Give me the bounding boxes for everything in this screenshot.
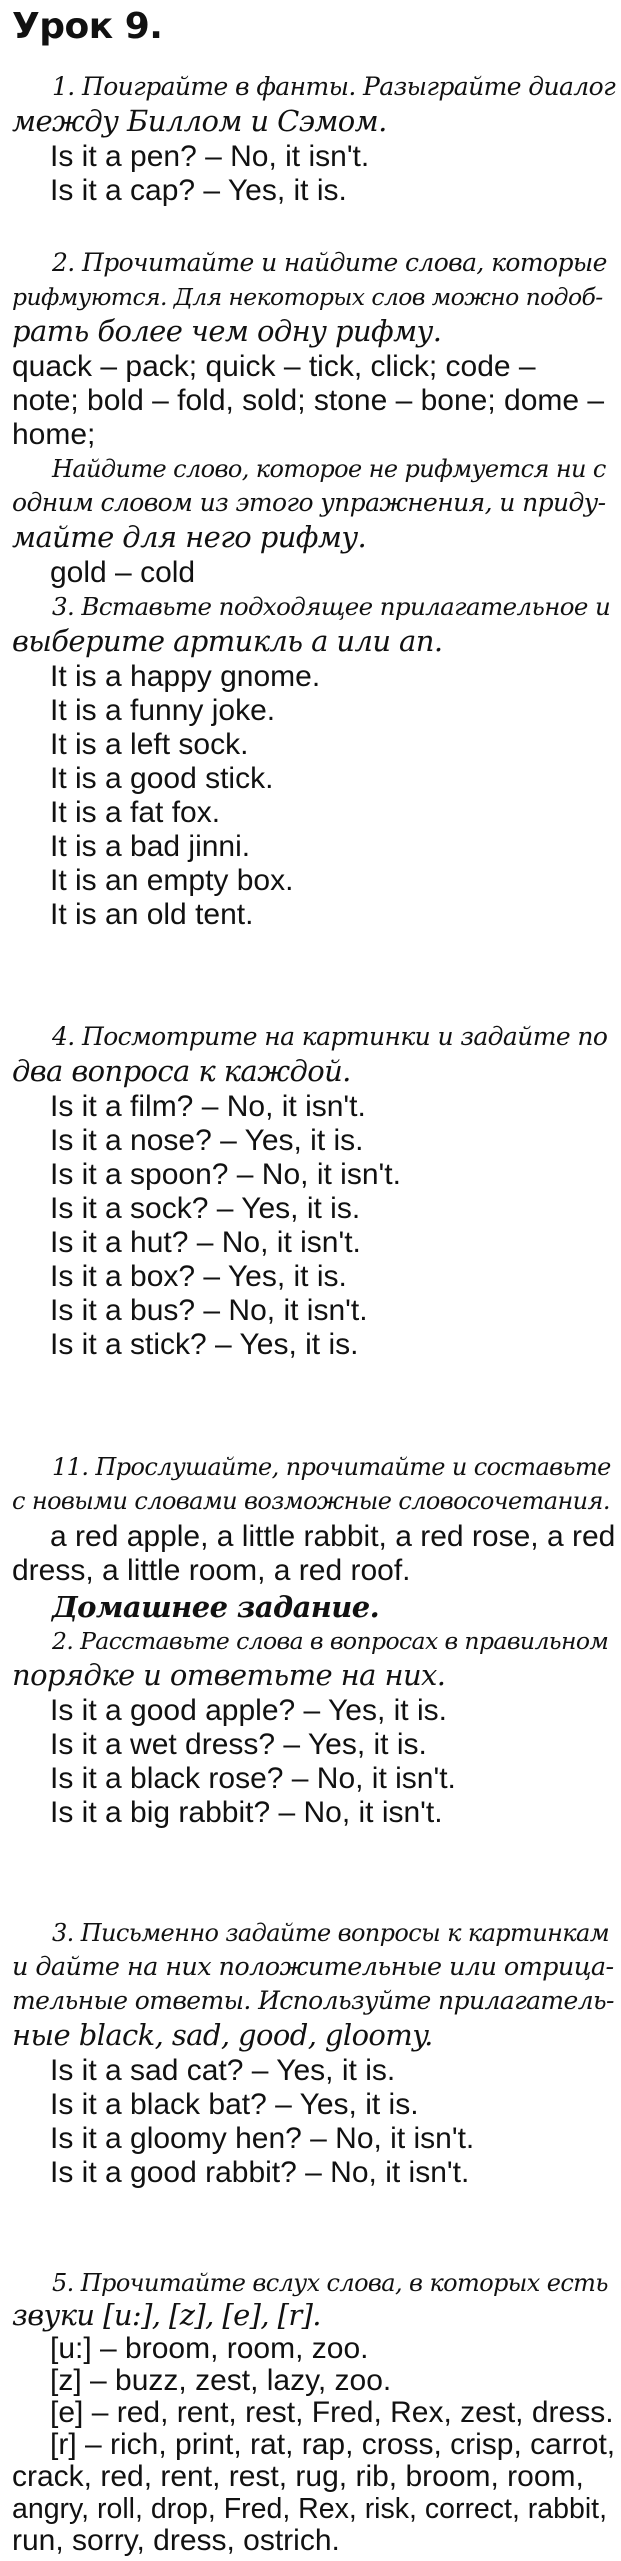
hw2-instruction-line1: 2. Расставьте слова в вопросах в правильном bbox=[52, 1627, 609, 1655]
lesson-title: Урок 9. bbox=[12, 6, 163, 47]
ex3-instruction-line1: 3. Вставьте подходящее прилагательное и bbox=[52, 592, 611, 621]
hw5-answer-line2: [z] – buzz, zest, lazy, zoo. bbox=[50, 2364, 392, 2397]
ex4-answer-line3: Is it a spoon? – No, it isn't. bbox=[50, 1158, 401, 1191]
hw2-answer-line3: Is it a black rose? – No, it isn't. bbox=[50, 1762, 456, 1795]
hw3-instruction-line3: тельные ответы. Используйте прилагатель- bbox=[12, 1986, 614, 2015]
ex1-instruction-line2: между Биллом и Сэмом. bbox=[12, 104, 387, 138]
ex4-answer-line2: Is it a nose? – Yes, it is. bbox=[50, 1124, 364, 1157]
ex3-answer-line7: It is an empty box. bbox=[50, 864, 294, 897]
ex11-answer-line1: a red apple, a little rabbit, a red rose, a red bbox=[50, 1520, 616, 1553]
hw5-answer-line1: [u:] – broom, room, zoo. bbox=[50, 2332, 369, 2365]
hw5-answer-line5: crack, red, rent, rest, rug, rib, broom, room, bbox=[12, 2460, 584, 2493]
ex3-answer-line3: It is a left sock. bbox=[50, 728, 249, 761]
ex4-answer-line6: Is it a box? – Yes, it is. bbox=[50, 1260, 347, 1293]
ex3-instruction-line2: выберите артикль a или an. bbox=[12, 624, 443, 658]
ex2-task-line1: Найдите слово, которое не рифмуется ни с bbox=[52, 455, 606, 483]
ex4-instruction-line2: два вопроса к каждой. bbox=[12, 1054, 351, 1088]
ex3-answer-line2: It is a funny joke. bbox=[50, 694, 276, 727]
hw2-answer-line2: Is it a wet dress? – Yes, it is. bbox=[50, 1728, 427, 1761]
ex3-answer-line8: It is an old tent. bbox=[50, 898, 254, 931]
hw3-instruction-line4: ные black, sad, good, gloomy. bbox=[12, 2018, 433, 2052]
ex11-instruction-line1: 11. Прослушайте, прочитайте и составьте bbox=[52, 1453, 611, 1481]
ex2-instruction-line2: рифмуются. Для некоторых слов можно подоб- bbox=[12, 283, 603, 311]
ex1-instruction-line1: 1. Поиграйте в фанты. Разыграйте диалог bbox=[52, 72, 616, 101]
ex2-task-answer: gold – cold bbox=[50, 556, 196, 589]
ex4-answer-line5: Is it a hut? – No, it isn't. bbox=[50, 1226, 361, 1259]
hw2-answer-line1: Is it a good apple? – Yes, it is. bbox=[50, 1694, 447, 1727]
hw5-instruction-line2: звуки [u:], [z], [e], [r]. bbox=[12, 2298, 321, 2332]
hw2-answer-line4: Is it a big rabbit? – No, it isn't. bbox=[50, 1796, 443, 1829]
ex11-answer-line2: dress, a little room, a red roof. bbox=[12, 1554, 411, 1587]
hw5-answer-line7: run, sorry, dress, ostrich. bbox=[12, 2524, 340, 2557]
hw3-instruction-line1: 3. Письменно задайте вопросы к картинкам bbox=[52, 1919, 610, 1947]
ex3-answer-line4: It is a good stick. bbox=[50, 762, 274, 795]
hw5-answer-line4: [r] – rich, print, rat, rap, cross, crisp, carrot, bbox=[50, 2428, 616, 2461]
ex2-instruction-line3: рать более чем одну рифму. bbox=[12, 314, 442, 348]
ex4-answer-line1: Is it a film? – No, it isn't. bbox=[50, 1090, 366, 1123]
ex2-answer-line2: note; bold – fold, sold; stone – bone; dome – bbox=[12, 384, 605, 417]
hw5-instruction-line1: 5. Прочитайте вслух слова, в которых есть bbox=[52, 2269, 608, 2297]
ex4-instruction-line1: 4. Посмотрите на картинки и задайте по bbox=[52, 1022, 608, 1051]
hw5-answer-line6: angry, roll, drop, Fred, Rex, risk, correct, rabbit, bbox=[12, 2493, 607, 2525]
ex3-answer-line1: It is a happy gnome. bbox=[50, 660, 321, 693]
ex2-answer-line3: home; bbox=[12, 418, 96, 451]
hw3-answer-line1: Is it a sad cat? – Yes, it is. bbox=[50, 2054, 396, 2087]
ex3-answer-line6: It is a bad jinni. bbox=[50, 830, 251, 863]
ex2-instruction-line1: 2. Прочитайте и найдите слова, которые bbox=[52, 248, 607, 277]
ex2-answer-line1: quack – pack; quick – tick, click; code – bbox=[12, 350, 536, 383]
ex4-answer-line7: Is it a bus? – No, it isn't. bbox=[50, 1294, 368, 1327]
ex11-instruction-line2: с новыми словами возможные словосочетания. bbox=[12, 1487, 610, 1515]
hw3-answer-line3: Is it a gloomy hen? – No, it isn't. bbox=[50, 2122, 475, 2155]
ex4-answer-line8: Is it a stick? – Yes, it is. bbox=[50, 1328, 359, 1361]
ex4-answer-line4: Is it a sock? – Yes, it is. bbox=[50, 1192, 361, 1225]
hw2-instruction-line2: порядке и ответьте на них. bbox=[12, 1658, 446, 1692]
hw3-answer-line2: Is it a black bat? – Yes, it is. bbox=[50, 2088, 419, 2121]
hw3-instruction-line2: и дайте на них положительные или отрица- bbox=[12, 1952, 614, 1982]
ex2-task-line2: одним словом из этого упражнения, и приду- bbox=[12, 488, 606, 517]
ex1-answer-line1: Is it a pen? – No, it isn't. bbox=[50, 140, 370, 173]
homework-heading: Домашнее задание. bbox=[52, 1590, 380, 1624]
ex3-answer-line5: It is a fat fox. bbox=[50, 796, 221, 829]
ex1-answer-line2: Is it a cap? – Yes, it is. bbox=[50, 174, 347, 207]
hw3-answer-line4: Is it a good rabbit? – No, it isn't. bbox=[50, 2156, 470, 2189]
ex2-task-line3: майте для него рифму. bbox=[12, 520, 367, 554]
hw5-answer-line3: [e] – red, rent, rest, Fred, Rex, zest, dress. bbox=[50, 2396, 614, 2429]
